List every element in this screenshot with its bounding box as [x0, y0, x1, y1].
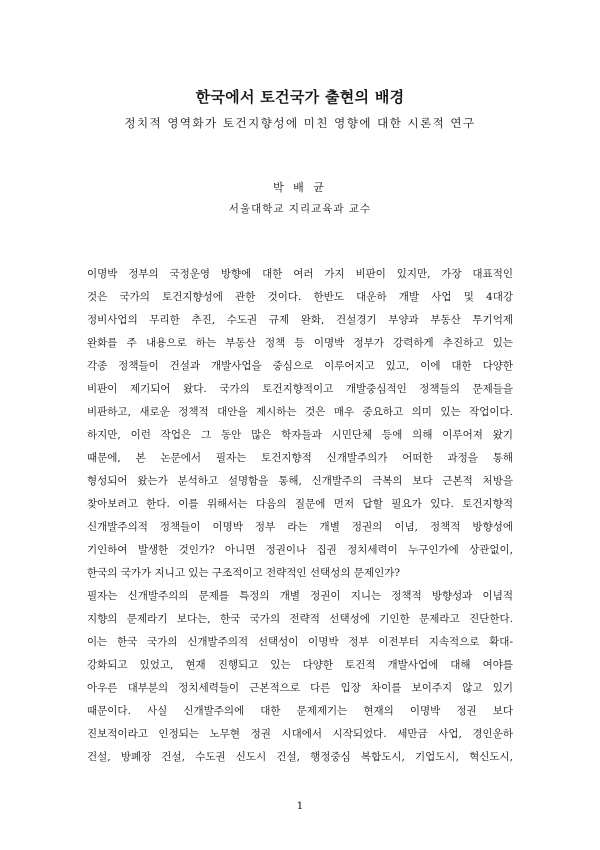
text-line: 완화를 주 내용으로 하는 부동산 정책 등 이명박 정부가 강력하게 추진하고 있는: [87, 337, 513, 349]
text-line: 찾아보려고 한다. 이를 위해서는 다음의 질문에 먼저 답할 필요가 있다. 토건지향적: [87, 498, 513, 510]
text-line: 때문이다. 사실 신개발주의에 대한 문제제기는 현재의 이명박 정권 보다: [87, 705, 513, 717]
text-line: 기인하여 발생한 것인가? 아니면 정권이나 집권 정치세력이 누구인가에 상관없이,: [87, 544, 513, 556]
text-line: 강화되고 있었고, 현재 진행되고 있는 다양한 토건적 개발사업에 대해 여야를: [87, 659, 513, 671]
text-line: 때문에, 본 논문에서 필자는 토건지향적 신개발주의가 어떠한 과정을 통해: [87, 452, 513, 464]
body-paragraph-1: [87, 263, 513, 585]
text-line: 아우른 대부분의 정치세력들이 근본적으로 다른 입장 차이를 보이주지 않고 있기: [87, 682, 513, 694]
text-line: 것은 국가의 토건지향성에 관한 것이다. 한반도 대운하 개발 사업 및 4대강: [87, 291, 513, 303]
paper-title: 한국에서 토건국가 출현의 배경: [195, 88, 405, 106]
author-name: 박 배 균: [273, 181, 327, 194]
text-line: 이명박 정부의 국정운영 방향에 대한 여러 가지 비판이 있지만, 가장 대표적인: [87, 268, 513, 280]
text-line: 이는 한국 국가의 신개발주의적 선택성이 이명박 정부 이전부터 지속적으로 확대-: [87, 636, 513, 648]
text-line: 비판이 제기되어 왔다. 국가의 토건지향적이고 개발중심적인 정책들의 문제들을: [87, 383, 513, 395]
text-line: 한국의 국가가 지니고 있는 구조적이고 전략적인 선택성의 문제인가?: [87, 567, 400, 579]
paper-subtitle: 정치적 영역화가 토건지향성에 미친 영향에 대한 시론적 연구: [124, 116, 476, 130]
page-number: 1: [296, 800, 304, 812]
text-line: 건설, 방폐장 건설, 수도권 신도시 건설, 행정중심 복합도시, 기업도시, 혁신도시,: [87, 751, 513, 763]
text-line: 비판하고, 새로운 정책적 대안을 제시하는 것은 매우 중요하고 의미 있는 작업이다.: [87, 406, 513, 418]
author-affiliation: 서울대학교 지리교육과 교수: [228, 203, 372, 215]
text-line: 진보적이라고 인정되는 노무현 정권 시대에서 시작되었다. 세만금 사업, 경인운하: [87, 728, 513, 740]
text-line: 각종 정책들이 건설과 개발사업을 중심으로 이루어지고 있고, 이에 대한 다양한: [87, 360, 513, 372]
text-line: 하지만, 이런 작업은 그 동안 많은 학자들과 시민단체 등에 의해 이루어져 왔기: [87, 429, 513, 441]
body-paragraph-2: [87, 585, 513, 769]
text-line: 형성되어 왔는가 분석하고 설명함을 통해, 신개발주의 극복의 보다 근본적 처방을: [87, 475, 513, 487]
text-line: 지향의 문제라기 보다는, 한국 국가의 전략적 선택성에 기인한 문제라고 진단한다.: [87, 613, 513, 625]
text-line: 신개발주의적 정책들이 이명박 정부 라는 개별 정권의 이념, 정책적 방향성에: [87, 521, 513, 533]
text-line: 필자는 신개발주의의 문제를 특정의 개별 정권이 지니는 정책적 방향성과 이념적: [87, 590, 513, 602]
text-line: 정비사업의 무리한 추진, 수도권 규제 완화, 건설경기 부양과 부동산 투기억제: [87, 314, 513, 326]
